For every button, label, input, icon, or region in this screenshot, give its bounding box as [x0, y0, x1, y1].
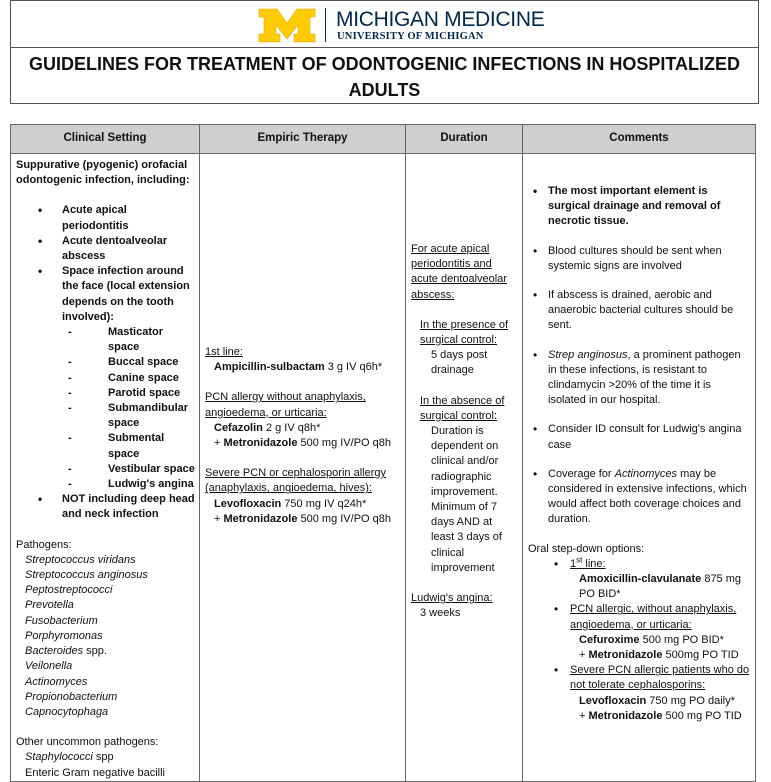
header-banner [10, 0, 759, 48]
column-header-empiric-therapy: Empiric Therapy [200, 125, 406, 154]
plus-sign: + [579, 709, 589, 722]
list-item: • Space infection around the face (local extension depends on the tooth involved): [16, 264, 195, 325]
pathogen-name: Prevotella [25, 599, 74, 612]
plus-sign: + [579, 649, 589, 662]
comment-text: , a prominent pathogen in these infections, is resistant to clindamycin >20% of the time it is isolated in our hospital. [548, 348, 741, 407]
pathogen-name: Veilonella [25, 660, 73, 673]
drug-name: Metronidazole [223, 437, 298, 450]
list-item: - Canine space [16, 371, 195, 386]
list-item: Enteric Gram negative bacilli [25, 766, 166, 779]
pathogen-name: Fusobacterium [25, 614, 98, 627]
table-header-row [11, 125, 756, 154]
list-item: - Vestibular space [16, 462, 195, 477]
pathogen-name: Capnocytophaga [25, 705, 109, 718]
list-item [528, 663, 751, 724]
stepdown-regimen [570, 648, 751, 663]
list-item [25, 583, 195, 598]
ludwig-duration: 3 weeks [420, 607, 461, 620]
first-line-label: 1st line: [205, 346, 243, 358]
drug-name: Levofloxacin [214, 497, 282, 510]
first-line-regimen [205, 360, 401, 375]
severe-allergy-label: Severe PCN or cephalosporin allergy (anaphylaxis, angioedema, hives): [205, 467, 386, 495]
list-item [25, 659, 195, 674]
list-item [528, 602, 751, 663]
empiric-therapy-cell [200, 154, 406, 782]
drug-dose: 500 mg IV/PO q8h [297, 437, 391, 450]
comment-list [528, 184, 751, 528]
drug-dose: 500 mg PO TID [662, 709, 742, 722]
first-number: 1 [570, 557, 577, 570]
drug-name: Metronidazole [223, 512, 298, 525]
list-item: • If abscess is drained, aerobic and anaerobic bacterial cultures should be sent. [528, 288, 751, 334]
pathogen-suffix: spp. [83, 645, 107, 658]
drug-dose: 500mg PO TID [662, 649, 739, 662]
duration-cell [406, 154, 523, 782]
first-line-text: line: [582, 557, 606, 570]
column-header-comments: Comments [523, 125, 756, 154]
ordinal-suffix: st [576, 555, 583, 565]
list-item [528, 467, 751, 528]
list-item: • The most important element is surgical drainage and removal of necrotic tissue. [528, 184, 751, 230]
pathogen-name: Bacteroides [25, 645, 84, 658]
pathogen-name: Staphylococci [25, 751, 93, 764]
list-item [25, 675, 195, 690]
list-item: - Buccal space [16, 355, 195, 370]
list-item [25, 629, 195, 644]
pathogen-name: Propionobacterium [25, 690, 118, 703]
stepdown-regimen [570, 694, 751, 709]
drug-name: Amoxicillin-clavulanate [579, 573, 702, 586]
absence-duration: Duration is dependent on clinical and/or radiographic improvement. Minimum of 7 days AND at least 3 days of clinical improvement [431, 425, 502, 574]
list-item [25, 553, 195, 568]
brand-subtitle: UNIVERSITY OF MICHIGAN [337, 31, 484, 42]
list-item: - Submental space [16, 431, 195, 461]
pathogen-list [16, 553, 195, 720]
other-pathogen-list [16, 750, 195, 780]
page-title [10, 48, 759, 104]
comment-text: may be considered in extensive infections, which would affect both coverage choices and duration. [548, 467, 747, 526]
stepdown-label: Oral step-down options: [528, 542, 645, 555]
stepdown-regimen [570, 709, 751, 724]
drug-name: Metronidazole [588, 649, 663, 662]
list-item: • Acute apical periodontitis [16, 203, 195, 233]
list-item: • NOT including deep head and neck infection [16, 492, 195, 522]
comments-cell [523, 154, 756, 782]
drug-dose: 3 g IV q6h* [324, 361, 383, 374]
list-item [528, 557, 751, 603]
drug-dose: 500 mg PO BID* [639, 633, 724, 646]
pathogen-suffix: spp [92, 751, 114, 764]
space-list [16, 325, 195, 492]
title-line-1: GUIDELINES FOR TREATMENT OF ODONTOGENIC INFECTIONS IN HOSPITALIZED [28, 54, 740, 74]
list-item: - Parotid space [16, 386, 195, 401]
severe-allergy-regimen-2 [205, 512, 401, 527]
pcn-allergy-regimen-1 [205, 421, 401, 436]
clinical-intro [16, 158, 195, 188]
column-header-clinical-setting: Clinical Setting [11, 125, 200, 154]
logo-divider [325, 8, 326, 42]
ludwig-label: Ludwig's angina: [411, 592, 493, 605]
list-item [528, 348, 751, 409]
pathogen-name: Streptococcus anginosus [25, 569, 148, 582]
drug-dose: 500 mg IV/PO q8h [297, 512, 391, 525]
drug-name: Ampicillin-sulbactam [214, 361, 325, 374]
organism-name: Actinomyces [614, 467, 678, 480]
list-item [25, 644, 195, 659]
list-item [25, 568, 195, 583]
absence-label: In the absence of surgical control: [420, 394, 505, 422]
block-m-logo [257, 7, 317, 44]
drug-name: Cefazolin [214, 421, 263, 434]
title-line-2: ADULTS [348, 80, 421, 100]
organism-name: Strep anginosus [548, 348, 628, 361]
drug-dose: 750 mg PO daily* [646, 694, 735, 707]
severe-allergy-regimen-1 [205, 497, 401, 512]
stepdown-list [528, 557, 751, 724]
drug-name: Metronidazole [588, 709, 663, 722]
drug-name: Levofloxacin [579, 694, 647, 707]
pathogen-name: Actinomyces [25, 675, 88, 688]
pathogen-name: Porphyromonas [25, 629, 103, 642]
column-header-duration: Duration [406, 125, 523, 154]
drug-dose: 875 mg PO BID* [579, 573, 742, 601]
pathogen-name: Peptostreptococci [25, 584, 113, 597]
pathogen-name: Streptococcus viridans [25, 553, 136, 566]
drug-dose: 750 mg IV q24h* [281, 497, 367, 510]
list-item: - Submandibular space [16, 401, 195, 431]
stepdown-severe-label: • Severe PCN allergic patients who do not tolerate cephalosporins: [570, 664, 750, 692]
drug-name: Cefuroxime [579, 633, 640, 646]
list-item [25, 705, 195, 720]
stepdown-regimen [570, 572, 751, 602]
list-item [25, 690, 195, 705]
stepdown-regimen [570, 633, 751, 648]
list-item: - Masticator space [16, 325, 195, 355]
exclusion-list [16, 492, 195, 522]
brand-name: MICHIGAN MEDICINE [336, 8, 545, 31]
pcn-allergy-label: PCN allergy without anaphylaxis, angioedema, or urticaria: [205, 391, 366, 419]
plus-sign: + [214, 437, 224, 450]
clinical-intro-line-1: Suppurative (pyogenic) orofacial [16, 159, 188, 171]
stepdown-pcn-label: • PCN allergic, without anaphylaxis, angioedema, or urticaria: [570, 603, 737, 631]
other-pathogens-label: Other uncommon pathogens: [16, 736, 159, 749]
pcn-allergy-regimen-2 [205, 436, 401, 451]
guidelines-table [10, 124, 756, 782]
plus-sign: + [214, 512, 224, 525]
list-item: • Consider ID consult for Ludwig's angina case [528, 422, 751, 452]
stepdown-first-line-label [570, 557, 751, 572]
infection-list [16, 203, 195, 325]
list-item [25, 614, 195, 629]
acute-duration-label: For acute apical periodontitis and acute dentoalveolar abscess: [411, 243, 508, 301]
list-item: • Blood cultures should be sent when systemic signs are involved [528, 244, 751, 274]
presence-label: In the presence of surgical control: [420, 318, 509, 347]
presence-duration: 5 days post drainage [431, 349, 488, 377]
list-item: - Ludwig's angina [16, 477, 195, 492]
clinical-setting-cell [11, 154, 200, 782]
list-item [25, 598, 195, 613]
table-row [11, 154, 756, 782]
comment-text: Coverage for [548, 467, 615, 480]
list-item [25, 750, 195, 765]
drug-dose: 2 g IV q8h* [262, 421, 321, 434]
list-item: • Acute dentoalveolar abscess [16, 234, 195, 264]
clinical-intro-line-2: odontogenic infection, including: [16, 174, 190, 187]
pathogens-label: Pathogens: [16, 538, 72, 551]
